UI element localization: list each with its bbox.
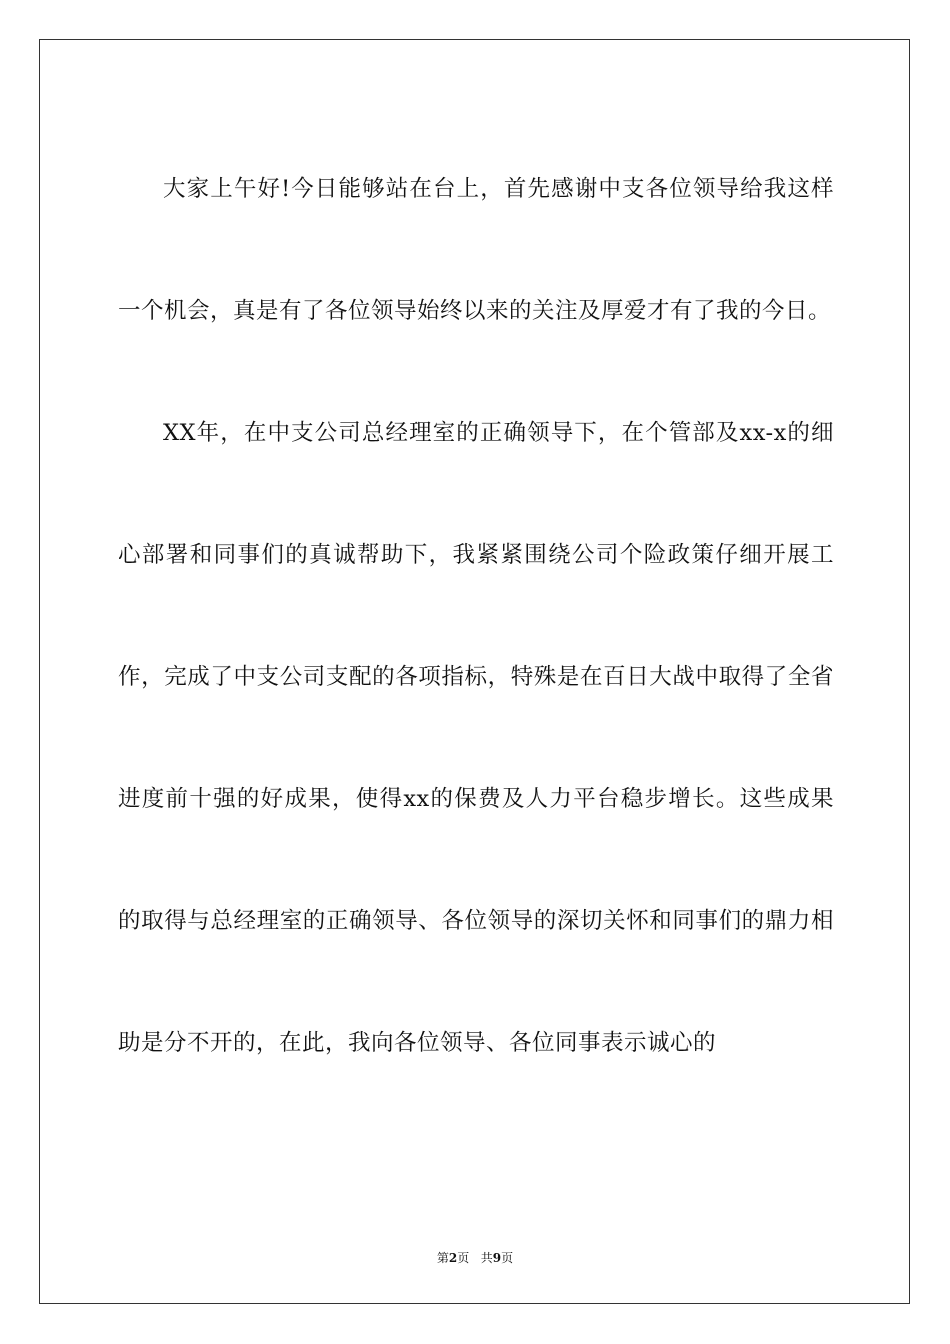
paragraph-achievements: XX年，在中支公司总经理室的正确领导下，在个管部及xx-x的细心部署和同事们的真诚帮助下，我紧紧围绕公司个险政策仔细开展工作，完成了中支公司支配的各项指标，特殊是在百日大战中取得了全省进度前十强的好成果，使得xx的保费及人力平台稳步增长。这些成果的取得与总经理室的正确领导、各位领导的深切关怀和同事们的鼎力相助是分不开的，在此，我向各位领导、各位同事表示诚心的 <box>118 420 834 1056</box>
footer-page-number: 2 <box>448 1251 458 1265</box>
footer-page-prefix: 第 <box>436 1251 449 1265</box>
paragraph-greeting: 大家上午好!今日能够站在台上，首先感谢中支各位领导给我这样一个机会，真是有了各位领导始终以来的关注及厚爱才有了我的今日。 <box>118 176 834 324</box>
page-footer <box>0 1249 950 1266</box>
document-body <box>118 128 834 1104</box>
footer-total-pages: 9 <box>492 1251 502 1265</box>
footer-total-suffix: 页 <box>501 1251 514 1265</box>
footer-page-suffix: 页 <box>457 1251 470 1265</box>
footer-total-prefix: 共 <box>480 1251 493 1265</box>
